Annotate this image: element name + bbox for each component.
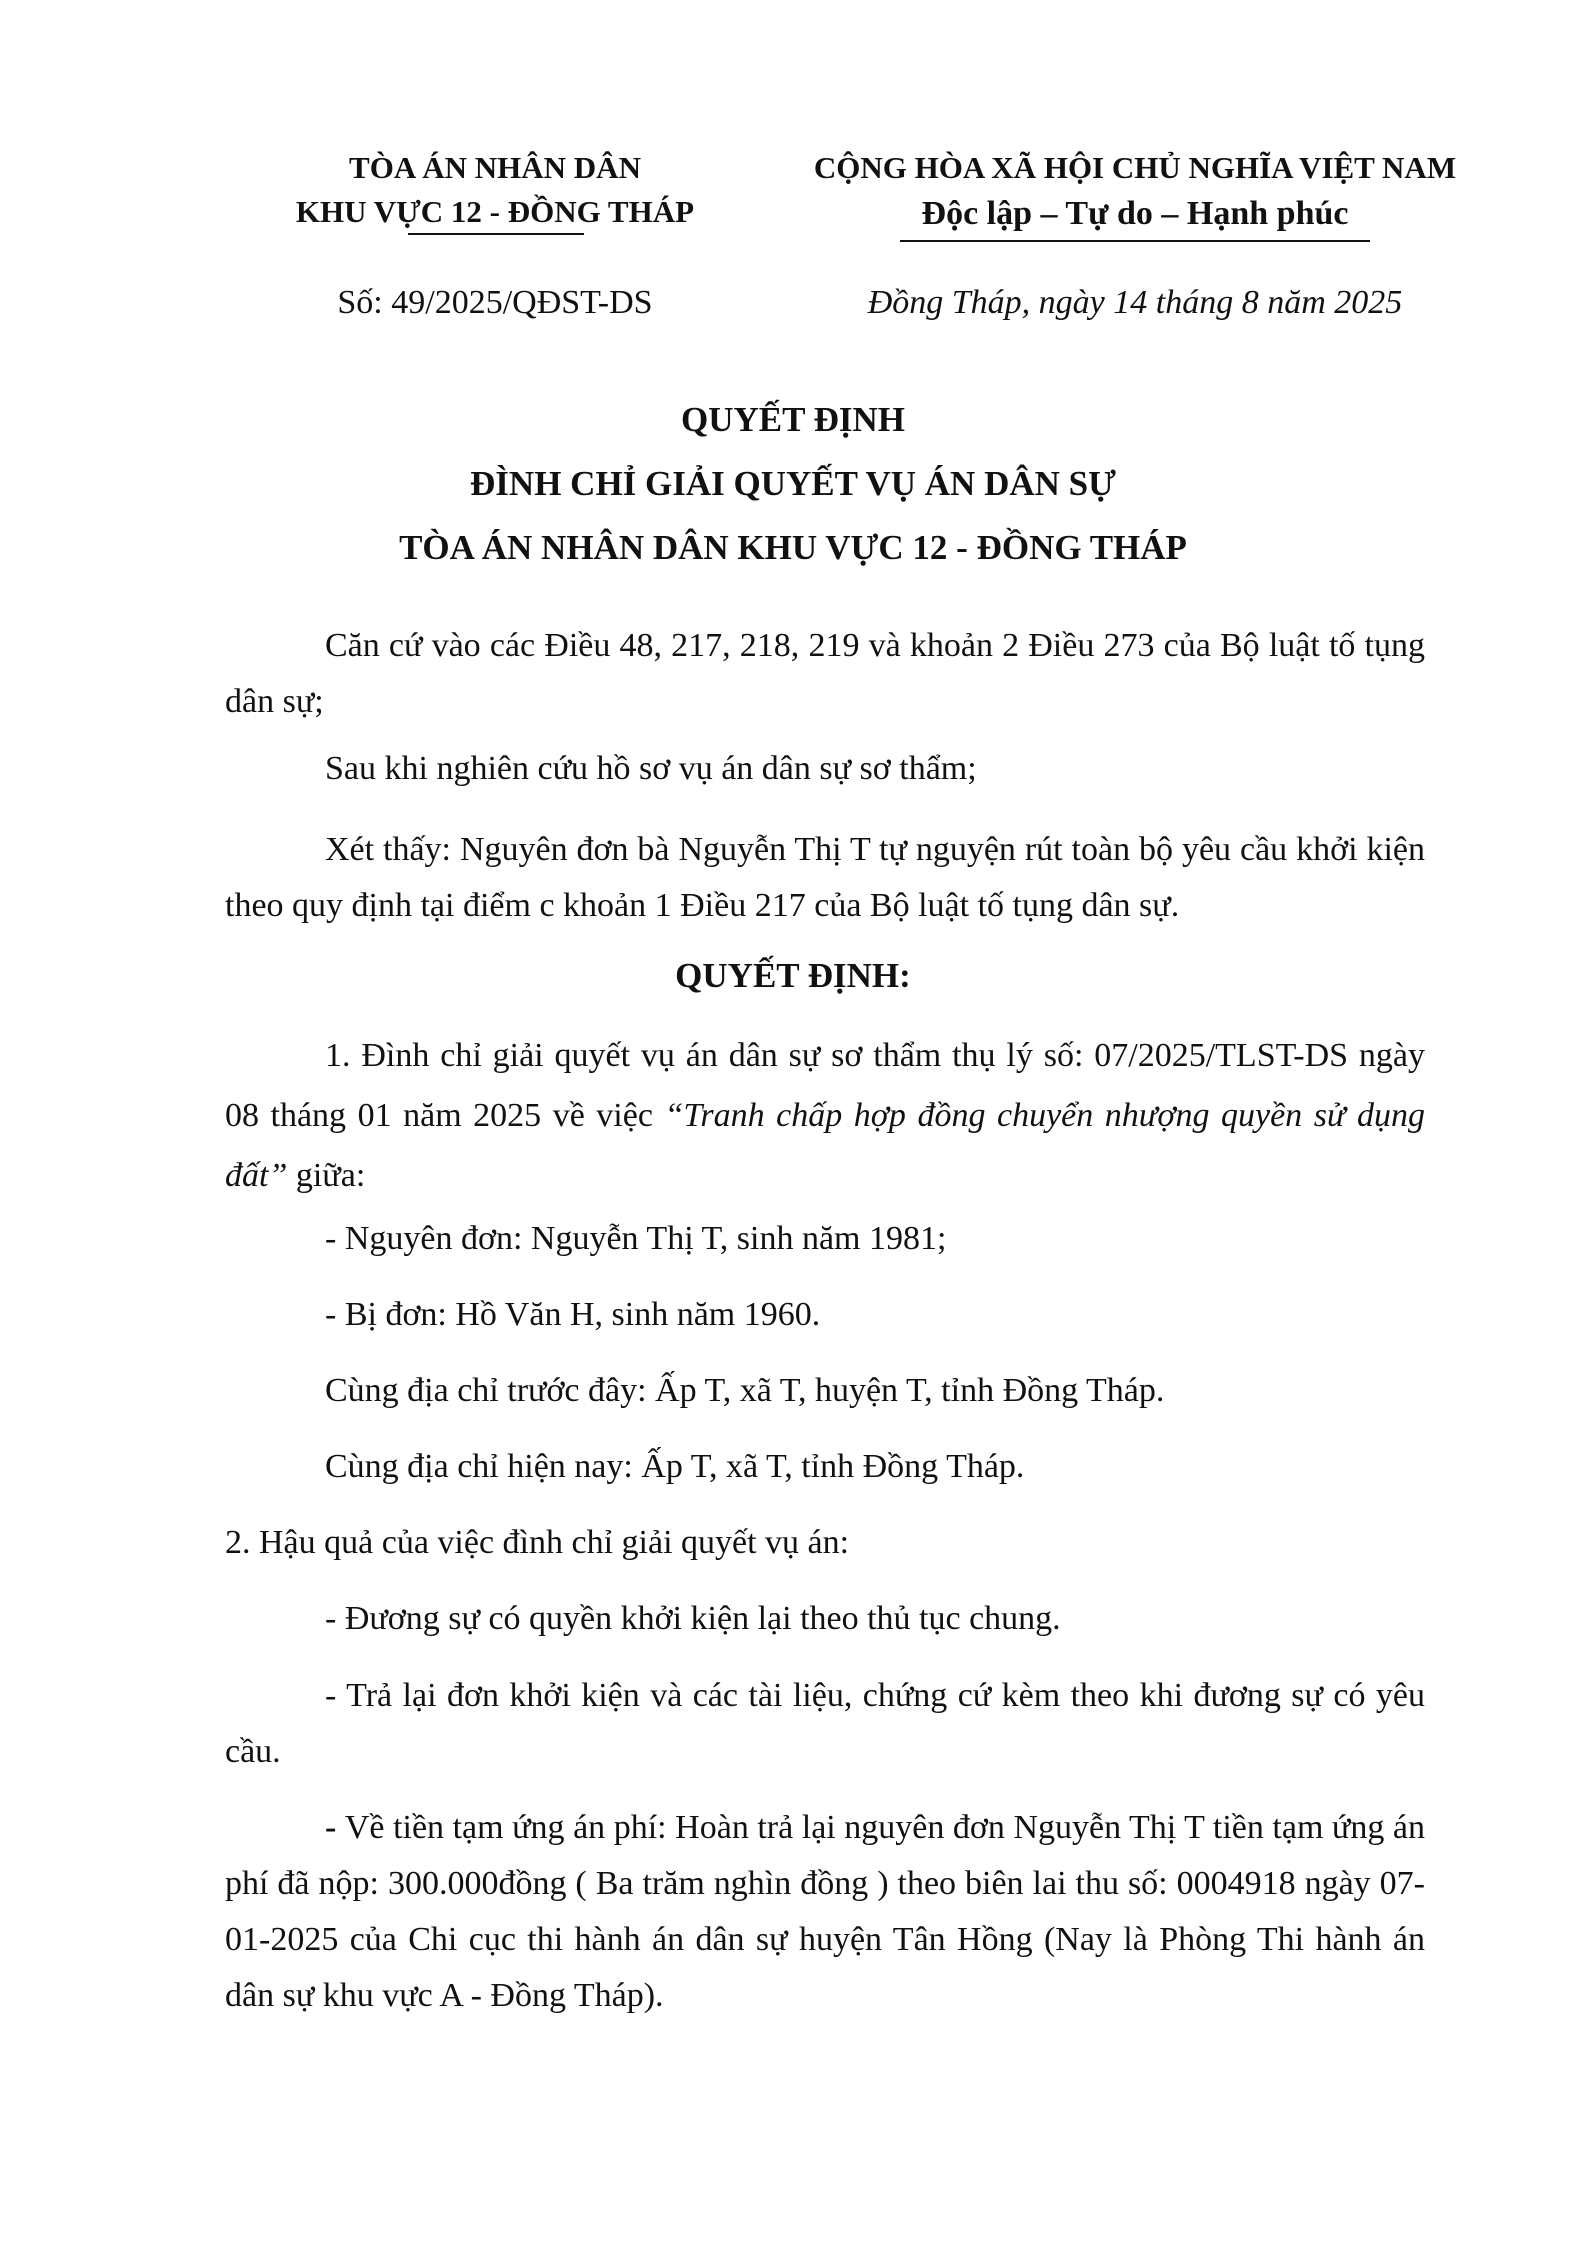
title-subject: ĐÌNH CHỈ GIẢI QUYẾT VỤ ÁN DÂN SỰ bbox=[470, 464, 1116, 503]
item1-text: 1. Đình chỉ giải quyết vụ án dân sự sơ thẩm thụ lý số: 07/2025/TLST-DS ngày 08 tháng 01 năm 2025 về việc bbox=[225, 1037, 1425, 1134]
fee-dash: - bbox=[325, 1809, 345, 1846]
return-documents-paragraph: - Trả lại đơn khởi kiện và các tài liệu, chứng cứ kèm theo khi đương sự có yêu cầu. bbox=[225, 1677, 1425, 1770]
court-fee-paragraph bbox=[225, 1800, 1425, 2024]
court-name-line1: TÒA ÁN NHÂN DÂN bbox=[349, 150, 641, 185]
document-number: Số: 49/2025/QĐST-DS bbox=[337, 284, 653, 321]
title-court: TÒA ÁN NHÂN DÂN KHU VỰC 12 - ĐỒNG THÁP bbox=[399, 528, 1187, 567]
motto-underline bbox=[900, 240, 1370, 242]
title-decision: QUYẾT ĐỊNH bbox=[681, 400, 905, 439]
nation-name: CỘNG HÒA XÃ HỘI CHỦ NGHĨA VIỆT NAM bbox=[813, 150, 1457, 185]
item1-paragraph bbox=[225, 1026, 1425, 1206]
basis-paragraph: Căn cứ vào các Điều 48, 217, 218, 219 và khoản 2 Điều 273 của Bộ luật tố tụng dân sự; bbox=[225, 627, 1425, 720]
decision-heading: QUYẾT ĐỊNH: bbox=[675, 956, 911, 995]
previous-address-line: Cùng địa chỉ trước đây: Ấp T, xã T, huyện T, tỉnh Đồng Tháp. bbox=[325, 1372, 1165, 1409]
court-name-underline bbox=[408, 233, 584, 235]
current-address-line: Cùng địa chỉ hiện nay: Ấp T, xã T, tỉnh Đồng Tháp. bbox=[325, 1448, 1025, 1485]
right-to-sue-line: - Đương sự có quyền khởi kiện lại theo thủ tục chung. bbox=[325, 1600, 1061, 1637]
place-date: Đồng Tháp, ngày 14 tháng 8 năm 2025 bbox=[867, 284, 1403, 321]
item1-tail: giữa: bbox=[287, 1157, 366, 1194]
review-paragraph: Sau khi nghiên cứu hồ sơ vụ án dân sự sơ thẩm; bbox=[325, 750, 977, 787]
plaintiff-line: - Nguyên đơn: Nguyễn Thị T, sinh năm 1981; bbox=[325, 1220, 947, 1257]
court-name-line2: KHU VỰC 12 - ĐỒNG THÁP bbox=[295, 194, 695, 229]
fee-text: Về tiền tạm ứng án phí: Hoàn trả lại nguyên đơn Nguyễn Thị T tiền tạm ứng án phí đã nộp: 300.000đồng ( Ba trăm nghìn đồng ) theo biên lai thu số: 0004918 ngày 07-01-2025 của Chi cục thi hành án dân sự huyện Tân Hồng (Nay là Phòng Thi hành án dân sự khu vực A - Đồng Tháp). bbox=[225, 1809, 1425, 2014]
consideration-paragraph: Xét thấy: Nguyên đơn bà Nguyễn Thị T tự nguyện rút toàn bộ yêu cầu khởi kiện theo quy định tại điểm c khoản 1 Điều 217 của Bộ luật tố tụng dân sự. bbox=[225, 831, 1425, 924]
defendant-line: - Bị đơn: Hồ Văn H, sinh năm 1960. bbox=[325, 1296, 821, 1333]
item2-heading: 2. Hậu quả của việc đình chỉ giải quyết vụ án: bbox=[225, 1524, 850, 1561]
motto: Độc lập – Tự do – Hạnh phúc bbox=[921, 195, 1349, 232]
case-subject: “Tranh chấp hợp đồng chuyển nhượng quyền sử dụng đất” bbox=[225, 1097, 1425, 1194]
